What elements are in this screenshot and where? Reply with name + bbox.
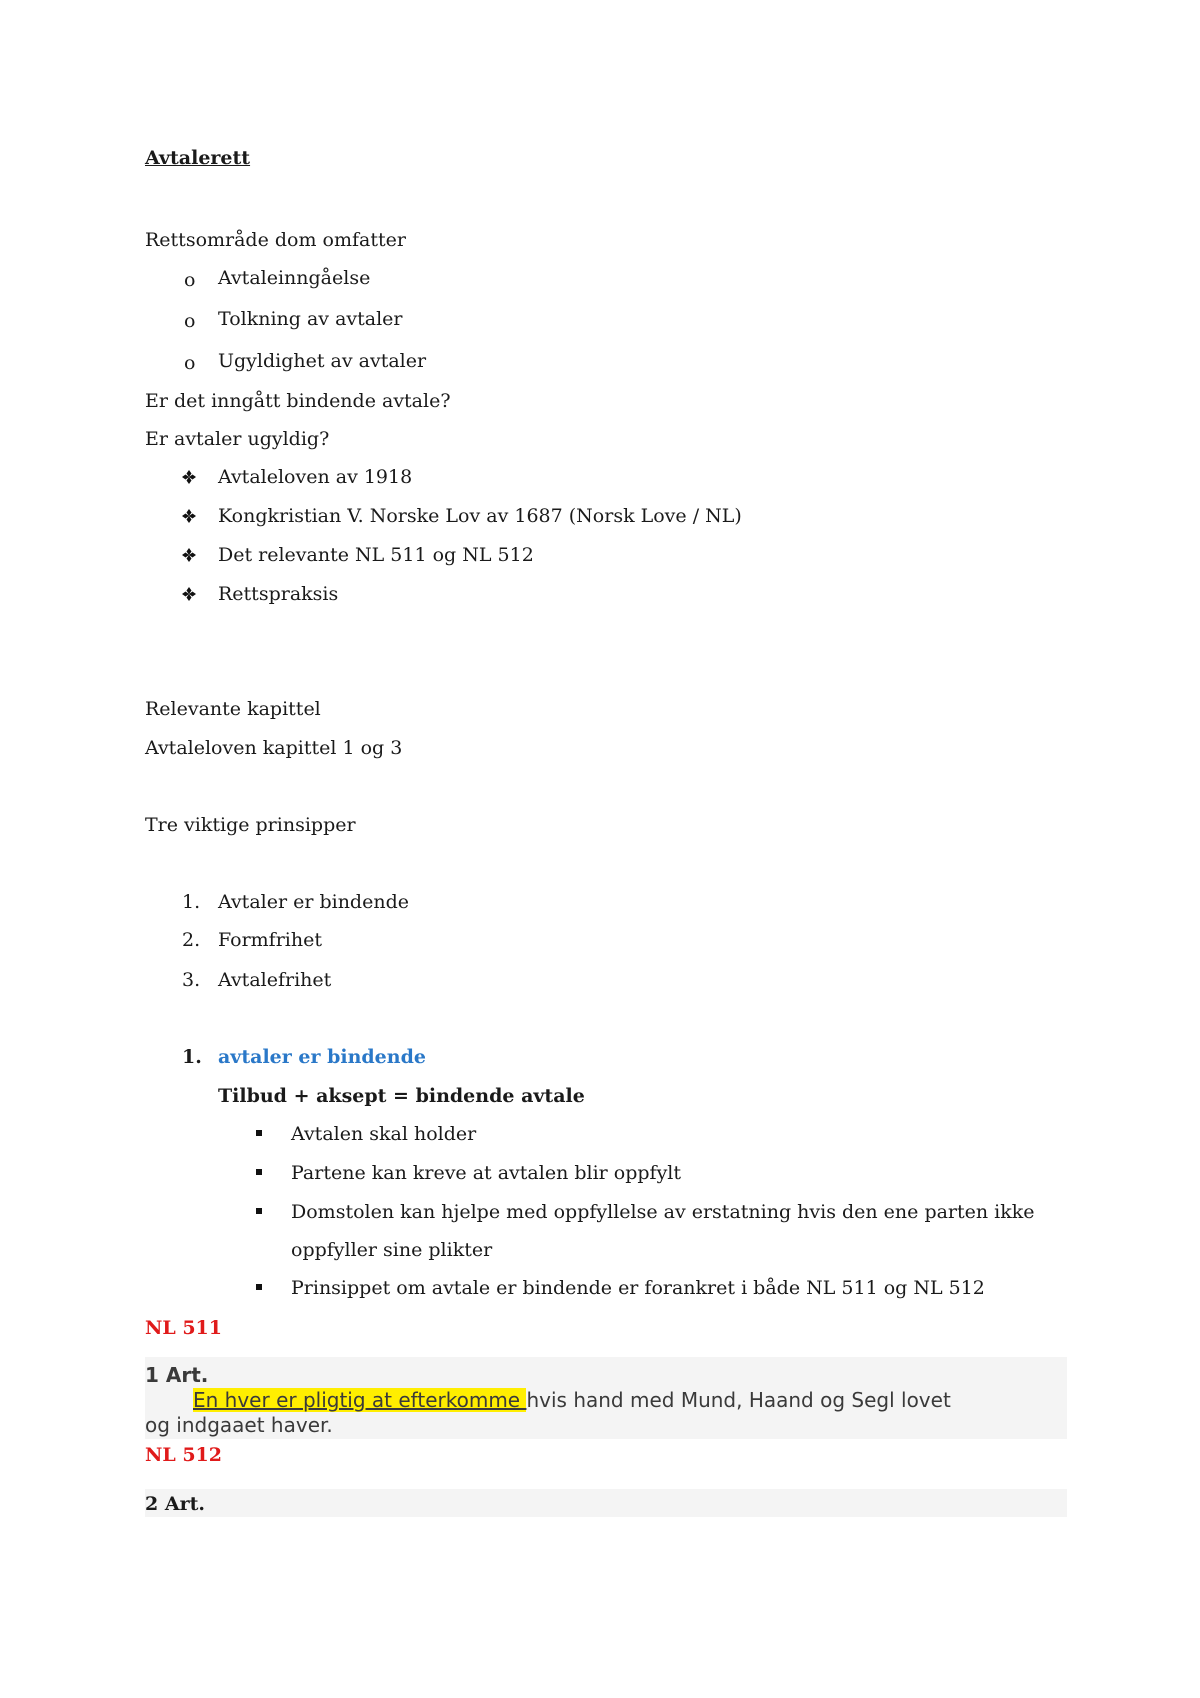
list-item: Avtaleinngåelse [218, 267, 371, 289]
nl511-label: NL 511 [145, 1317, 223, 1339]
square-bullet-icon [256, 1284, 262, 1290]
diamond-bullet-icon [182, 587, 196, 601]
nl511-quote-line [193, 1388, 951, 1412]
nl512-article: 2 Art. [145, 1493, 205, 1515]
list-marker: o [184, 310, 196, 332]
list-number: 3. [182, 969, 201, 991]
scope-heading: Rettsområde dom omfatter [145, 229, 406, 251]
chapters-heading: Relevante kapittel [145, 698, 321, 720]
list-item: Kongkristian V. Norske Lov av 1687 (Norsk Love / NL) [218, 505, 742, 527]
diamond-bullet-icon [182, 470, 196, 484]
list-item: Avtalefrihet [218, 969, 332, 991]
nl512-quote-block [145, 1489, 1067, 1517]
nl511-quote-continuation: og indgaaet haver. [145, 1413, 333, 1437]
section-heading: avtaler er bindende [218, 1046, 426, 1068]
list-item: Rettspraksis [218, 583, 339, 605]
list-item-continuation: oppfyller sine plikter [291, 1239, 493, 1261]
list-item: Det relevante NL 511 og NL 512 [218, 544, 534, 566]
diamond-bullet-icon [182, 509, 196, 523]
list-item: Avtaler er bindende [218, 891, 409, 913]
section-formula: Tilbud + aksept = bindende avtale [218, 1085, 585, 1107]
principles-heading: Tre viktige prinsipper [145, 814, 356, 836]
list-item: Prinsippet om avtale er bindende er forankret i både NL 511 og NL 512 [291, 1277, 985, 1299]
section-number: 1. [182, 1046, 202, 1068]
quote-text: hvis hand med Mund, Haand og Segl lovet [526, 1388, 951, 1412]
highlighted-text: En hver er pligtig at efterkomme [193, 1388, 527, 1412]
list-item: Partene kan kreve at avtalen blir oppfylt [291, 1162, 682, 1184]
nl511-article: 1 Art. [145, 1363, 209, 1387]
list-number: 2. [182, 929, 201, 951]
chapters-text: Avtaleloven kapittel 1 og 3 [145, 737, 403, 759]
diamond-bullet-icon [182, 548, 196, 562]
square-bullet-icon [256, 1208, 262, 1214]
list-item: Domstolen kan hjelpe med oppfyllelse av erstatning hvis den ene parten ikke [291, 1201, 1035, 1223]
list-marker: o [184, 269, 196, 291]
square-bullet-icon [256, 1169, 262, 1175]
nl512-label: NL 512 [145, 1444, 223, 1466]
question-binding: Er det inngått bindende avtale? [145, 390, 451, 412]
document-title: Avtalerett [145, 147, 251, 169]
list-item: Tolkning av avtaler [218, 308, 403, 330]
question-invalid: Er avtaler ugyldig? [145, 428, 330, 450]
list-item: Formfrihet [218, 929, 322, 951]
list-number: 1. [182, 891, 201, 913]
list-item: Avtaleloven av 1918 [218, 466, 413, 488]
square-bullet-icon [256, 1130, 262, 1136]
list-item: Ugyldighet av avtaler [218, 350, 427, 372]
list-marker: o [184, 352, 196, 374]
list-item: Avtalen skal holder [291, 1123, 477, 1145]
